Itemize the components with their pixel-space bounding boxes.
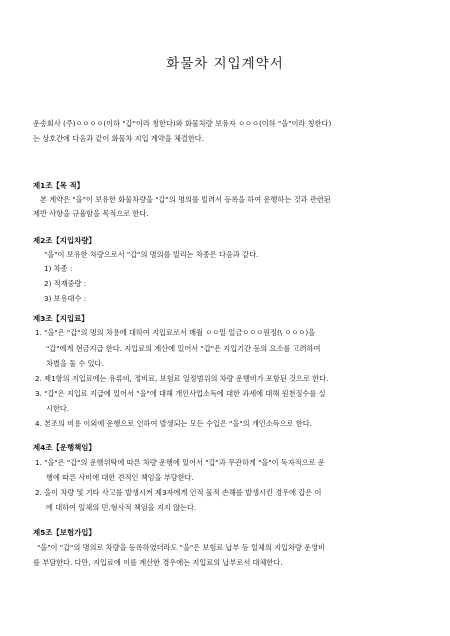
article-2-item-1: 1) 차종 : xyxy=(44,264,73,273)
article-2-item-2: 2) 적재중량 : xyxy=(44,279,87,288)
article-1-heading: 제1조【목 적】 xyxy=(33,181,85,190)
article-5-line-2: 를 부담한다. 다만, 지입료에 이를 계산한 경우에는 지입료의 납부로서 대체한다. xyxy=(33,558,283,567)
article-4-line-2: 행에 따른 사비에 대한 견적인 책임을 부담한다. xyxy=(46,473,194,482)
article-4-line-1: 1. "을"은 "갑"의 운행위탁에 따른 차량 운행에 있어서 "갑"과 무관하게 "을"이 독자적으로 운 xyxy=(35,458,325,467)
article-3-line-6: 시한다. xyxy=(46,404,70,413)
article-3-line-1: 1. "을"은 "갑"의 명의 차용에 대하여 지입료로서 매월 ㅇㅇ일 일금ㅇㅇㅇ원정(\ ㅇㅇㅇ)을 xyxy=(35,328,316,337)
article-3-heading: 제3조【지입료】 xyxy=(33,314,89,323)
article-3-line-2: "갑"에게 현금지급 한다. 지입료의 계산에 있어서 "갑"은 지입기간 등의 요소를 고려하여 xyxy=(46,344,321,353)
article-2-heading: 제2조【지입차량】 xyxy=(33,236,96,245)
article-3-line-7: 4. 본조의 비용 이외에 운행으로 인하여 발생되는 모든 수입은 "을"의 개인소득으로 한다. xyxy=(35,419,312,428)
intro-line-2: 는 상호간에 다음과 같이 화물차 지입 계약을 체결한다. xyxy=(33,134,205,143)
intro-line-1: 운송회사 (주)ㅇㅇㅇㅇ(이하 "갑"이라 칭한다)와 화물차량 보유자 ㅇㅇㅇ(이하 "을"이라 칭한다) xyxy=(33,119,332,128)
article-2-item-3: 3) 보유대수 : xyxy=(44,294,87,303)
article-2-line-1: "을"이 보유한 차량으로서 "갑"의 명의를 빌리는 차종은 다음과 같다. xyxy=(44,250,259,259)
article-3-line-3: 차별을 둘 수 있다. xyxy=(46,359,104,368)
article-4-line-4: 에 대하여 일체의 민.형사적 책임을 지지 않는다. xyxy=(46,503,197,512)
article-4-heading: 제4조【운행책임】 xyxy=(33,443,96,452)
document-title: 화물차 지입계약서 xyxy=(166,56,284,72)
article-4-line-3: 2. 을이 차량 및 기타 사고를 발생시켜 제3자에게 인적 물적 손해를 발생시킨 경우에 갑은 이 xyxy=(35,488,322,497)
article-1-line-2: 제반 사항을 규율함을 목적으로 한다. xyxy=(33,209,149,218)
article-5-line-1: "을"이 "갑"의 명의로 차량을 등록하였더라도 "을"은 보험료 납부 등 일체의 지입차량 운영비 xyxy=(37,543,325,552)
article-1-line-1: 본 계약은 "을"이 보유한 화물차량을 "갑"의 명의를 빌려서 등록을 하여 운행하는 것과 관련된 xyxy=(40,195,331,204)
article-3-line-4: 2. 제1항의 지입료에는 유류비, 정비료, 보험료 일정범위의 차량 운행비가 포함된 것으로 한다. xyxy=(35,374,329,383)
article-3-line-5: 3. "갑"은 지입료 지급에 있어서 "을"에 대해 개인사업소득에 대한 과세에 대해 원천징수를 실 xyxy=(35,389,326,398)
article-5-heading: 제5조【보험가입】 xyxy=(33,528,96,537)
